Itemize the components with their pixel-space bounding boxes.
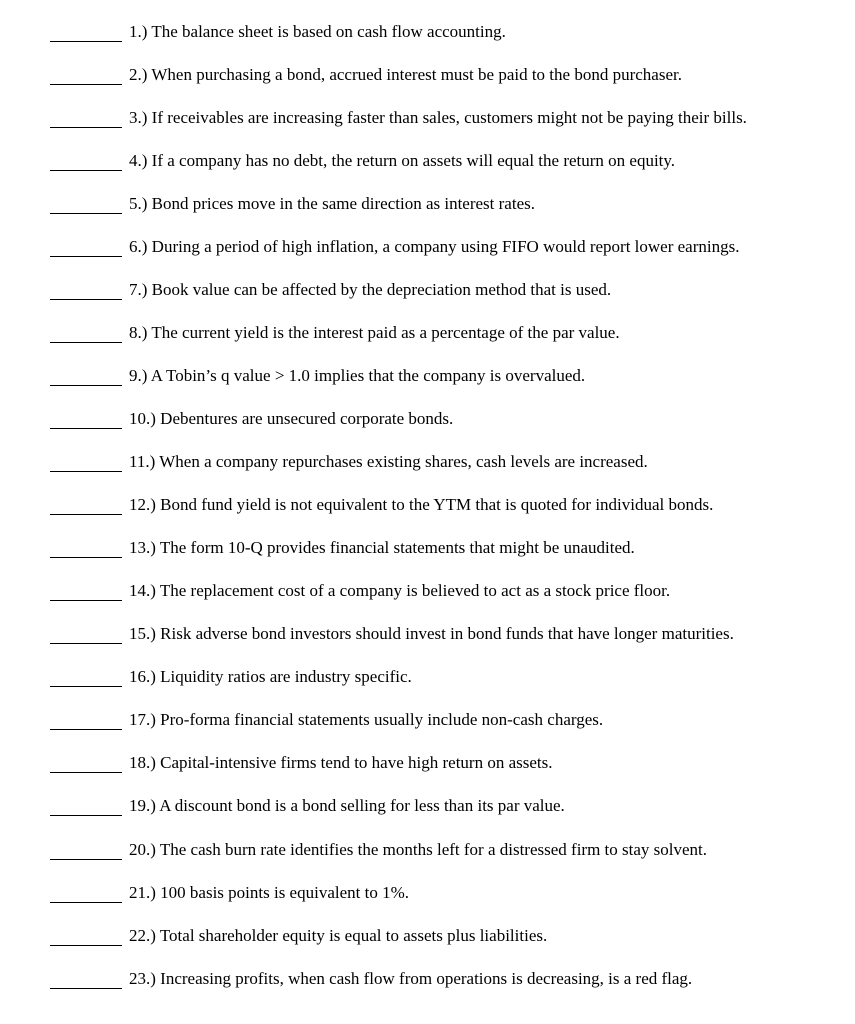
question-text: 23.) Increasing profits, when cash flow from operations is decreasing, is a red flag.	[129, 969, 693, 988]
answer-blank[interactable]	[50, 84, 122, 85]
question-row	[0, 882, 855, 912]
question-row	[0, 322, 855, 352]
answer-blank[interactable]	[50, 127, 122, 128]
question-text: 17.) Pro-forma financial statements usually include non-cash charges.	[129, 710, 604, 729]
question-row	[0, 666, 855, 696]
answer-blank[interactable]	[50, 41, 122, 42]
question-text: 7.) Book value can be affected by the depreciation method that is used.	[129, 280, 612, 299]
answer-blank[interactable]	[50, 385, 122, 386]
question-row	[0, 193, 855, 223]
question-text: 14.) The replacement cost of a company is believed to act as a stock price floor.	[129, 581, 671, 600]
question-row	[0, 839, 855, 869]
answer-blank[interactable]	[50, 729, 122, 730]
question-text: 20.) The cash burn rate identifies the months left for a distressed firm to stay solvent.	[129, 840, 708, 859]
question-row	[0, 64, 855, 94]
question-row	[0, 279, 855, 309]
answer-blank[interactable]	[50, 686, 122, 687]
question-text: 11.) When a company repurchases existing shares, cash levels are increased.	[129, 452, 648, 471]
answer-blank[interactable]	[50, 859, 122, 860]
answer-blank[interactable]	[50, 945, 122, 946]
question-row	[0, 21, 855, 51]
question-text: 10.) Debentures are unsecured corporate bonds.	[129, 409, 454, 428]
answer-blank[interactable]	[50, 772, 122, 773]
answer-blank[interactable]	[50, 988, 122, 989]
answer-blank[interactable]	[50, 471, 122, 472]
answer-blank[interactable]	[50, 170, 122, 171]
question-row	[0, 494, 855, 524]
question-row	[0, 451, 855, 481]
question-text: 3.) If receivables are increasing faster than sales, customers might not be paying their bills.	[129, 108, 747, 127]
answer-blank[interactable]	[50, 815, 122, 816]
question-text: 15.) Risk adverse bond investors should invest in bond funds that have longer maturities.	[129, 624, 734, 643]
question-text: 1.) The balance sheet is based on cash flow accounting.	[129, 22, 506, 41]
answer-blank[interactable]	[50, 600, 122, 601]
question-row	[0, 107, 855, 137]
question-row	[0, 365, 855, 395]
question-text: 2.) When purchasing a bond, accrued interest must be paid to the bond purchaser.	[129, 65, 682, 84]
question-text: 4.) If a company has no debt, the return on assets will equal the return on equity.	[129, 151, 676, 170]
question-row	[0, 580, 855, 610]
answer-blank[interactable]	[50, 428, 122, 429]
answer-blank[interactable]	[50, 256, 122, 257]
question-text: 5.) Bond prices move in the same direction as interest rates.	[129, 194, 535, 213]
question-text: 16.) Liquidity ratios are industry specific.	[129, 667, 412, 686]
question-text: 9.) A Tobin’s q value > 1.0 implies that the company is overvalued.	[129, 366, 586, 385]
question-row	[0, 709, 855, 739]
answer-blank[interactable]	[50, 643, 122, 644]
question-text: 12.) Bond fund yield is not equivalent to the YTM that is quoted for individual bonds.	[129, 495, 714, 514]
question-row	[0, 537, 855, 567]
question-row	[0, 968, 855, 998]
answer-blank[interactable]	[50, 902, 122, 903]
question-text: 22.) Total shareholder equity is equal to assets plus liabilities.	[129, 926, 548, 945]
answer-blank[interactable]	[50, 342, 122, 343]
question-row	[0, 795, 855, 825]
question-row	[0, 150, 855, 180]
question-row	[0, 623, 855, 653]
question-row	[0, 236, 855, 266]
answer-blank[interactable]	[50, 514, 122, 515]
question-row	[0, 752, 855, 782]
answer-blank[interactable]	[50, 213, 122, 214]
question-text: 19.) A discount bond is a bond selling for less than its par value.	[129, 796, 565, 815]
question-text: 18.) Capital-intensive firms tend to have high return on assets.	[129, 753, 553, 772]
question-text: 8.) The current yield is the interest paid as a percentage of the par value.	[129, 323, 620, 342]
question-row	[0, 925, 855, 955]
question-text: 21.) 100 basis points is equivalent to 1%.	[129, 883, 410, 902]
answer-blank[interactable]	[50, 557, 122, 558]
question-text: 13.) The form 10-Q provides financial statements that might be unaudited.	[129, 538, 635, 557]
question-text: 6.) During a period of high inflation, a company using FIFO would report lower earnings.	[129, 237, 740, 256]
question-row	[0, 408, 855, 438]
answer-blank[interactable]	[50, 299, 122, 300]
